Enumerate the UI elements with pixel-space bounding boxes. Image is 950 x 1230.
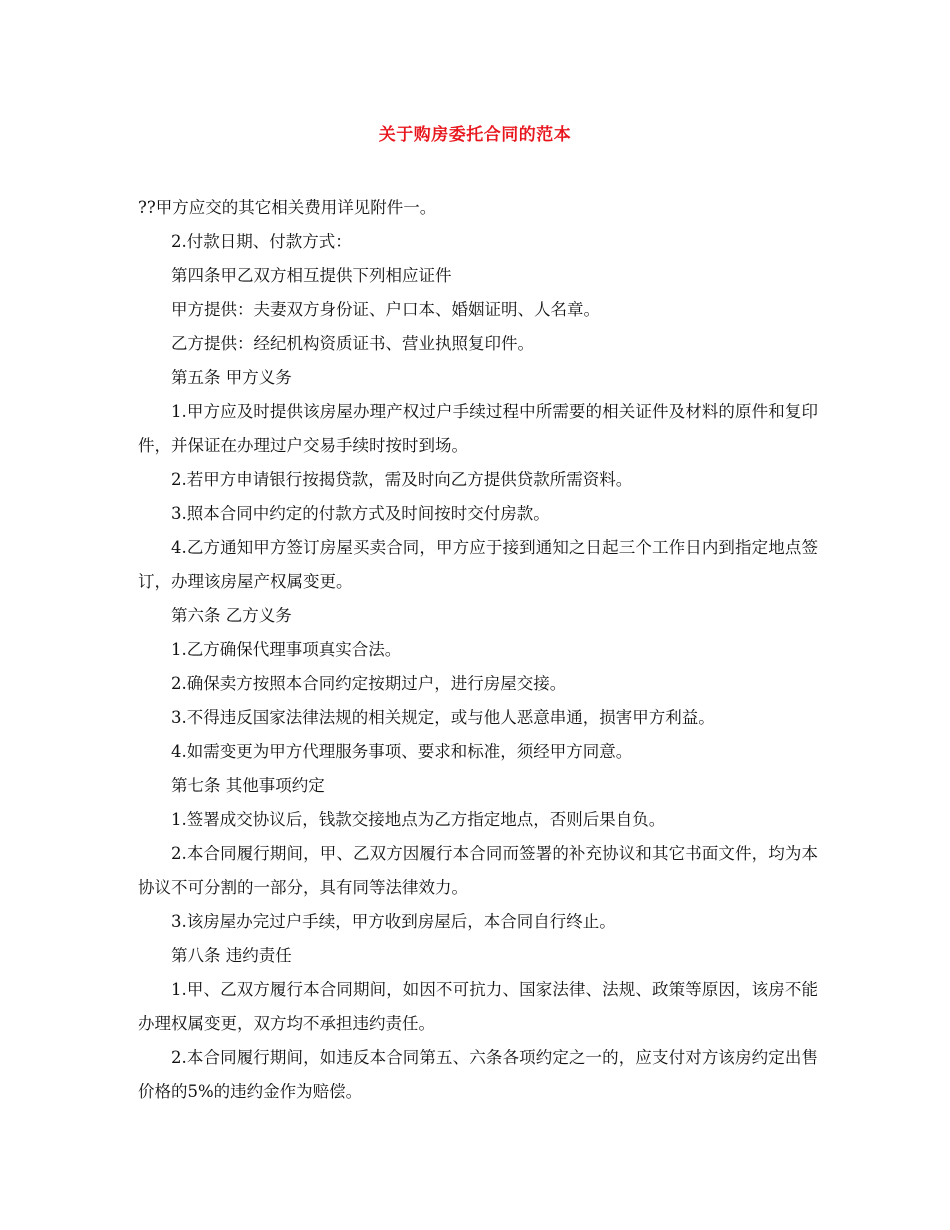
section-heading: 第六条 乙方义务 [171, 606, 292, 625]
paragraph: 2.若甲方申请银行按揭贷款，需及时向乙方提供贷款所需资料。 [171, 470, 633, 489]
section-heading: 第五条 甲方义务 [171, 368, 292, 387]
paragraph: 3.不得违反国家法律法规的相关规定，或与他人恶意串通，损害甲方利益。 [171, 708, 715, 727]
paragraph: 2.付款日期、付款方式： [171, 232, 352, 251]
paragraph: 3.照本合同中约定的付款方式及时间按时交付房款。 [171, 504, 550, 523]
paragraph: 4.如需变更为甲方代理服务事项、要求和标准，须经甲方同意。 [171, 742, 633, 761]
paragraph: 4.乙方通知甲方签订房屋买卖合同，甲方应于接到通知之日起三个工作日内到指定地点签订，办理该房屋产权属变更。 [138, 538, 818, 591]
paragraph: 乙方提供：经纪机构资质证书、营业执照复印件。 [171, 334, 534, 353]
section-heading: 第四条甲乙双方相互提供下列相应证件 [171, 266, 452, 285]
paragraph: 2.确保卖方按照本合同约定按期过户，进行房屋交接。 [171, 674, 567, 693]
paragraph: 甲方提供：夫妻双方身份证、户口本、婚姻证明、人名章。 [171, 300, 600, 319]
paragraph: 1.甲、乙双方履行本合同期间，如因不可抗力、国家法律、法规、政策等原因，该房不能办理权属变更，双方均不承担违约责任。 [138, 980, 818, 1033]
section-heading: 第七条 其他事项约定 [171, 776, 325, 795]
paragraph: 2.本合同履行期间，甲、乙双方因履行本合同而签署的补充协议和其它书面文件，均为本协议不可分割的一部分，具有同等法律效力。 [138, 844, 818, 897]
paragraph: ??甲方应交的其它相关费用详见附件一。 [138, 198, 437, 217]
paragraph: 3.该房屋办完过户手续，甲方收到房屋后，本合同自行终止。 [171, 912, 616, 931]
document-title: 关于购房委托合同的范本 [378, 125, 572, 145]
paragraph: 1.签署成交协议后，钱款交接地点为乙方指定地点，否则后果自负。 [171, 810, 666, 829]
section-heading: 第八条 违约责任 [171, 946, 292, 965]
paragraph: 2.本合同履行期间，如违反本合同第五、六条各项约定之一的，应支付对方该房约定出售价格的5%的违约金作为赔偿。 [138, 1048, 818, 1101]
paragraph: 1.乙方确保代理事项真实合法。 [171, 640, 402, 659]
document-body [138, 191, 818, 1109]
paragraph: 1.甲方应及时提供该房屋办理产权过户手续过程中所需要的相关证件及材料的原件和复印件，并保证在办理过户交易手续时按时到场。 [138, 402, 818, 455]
